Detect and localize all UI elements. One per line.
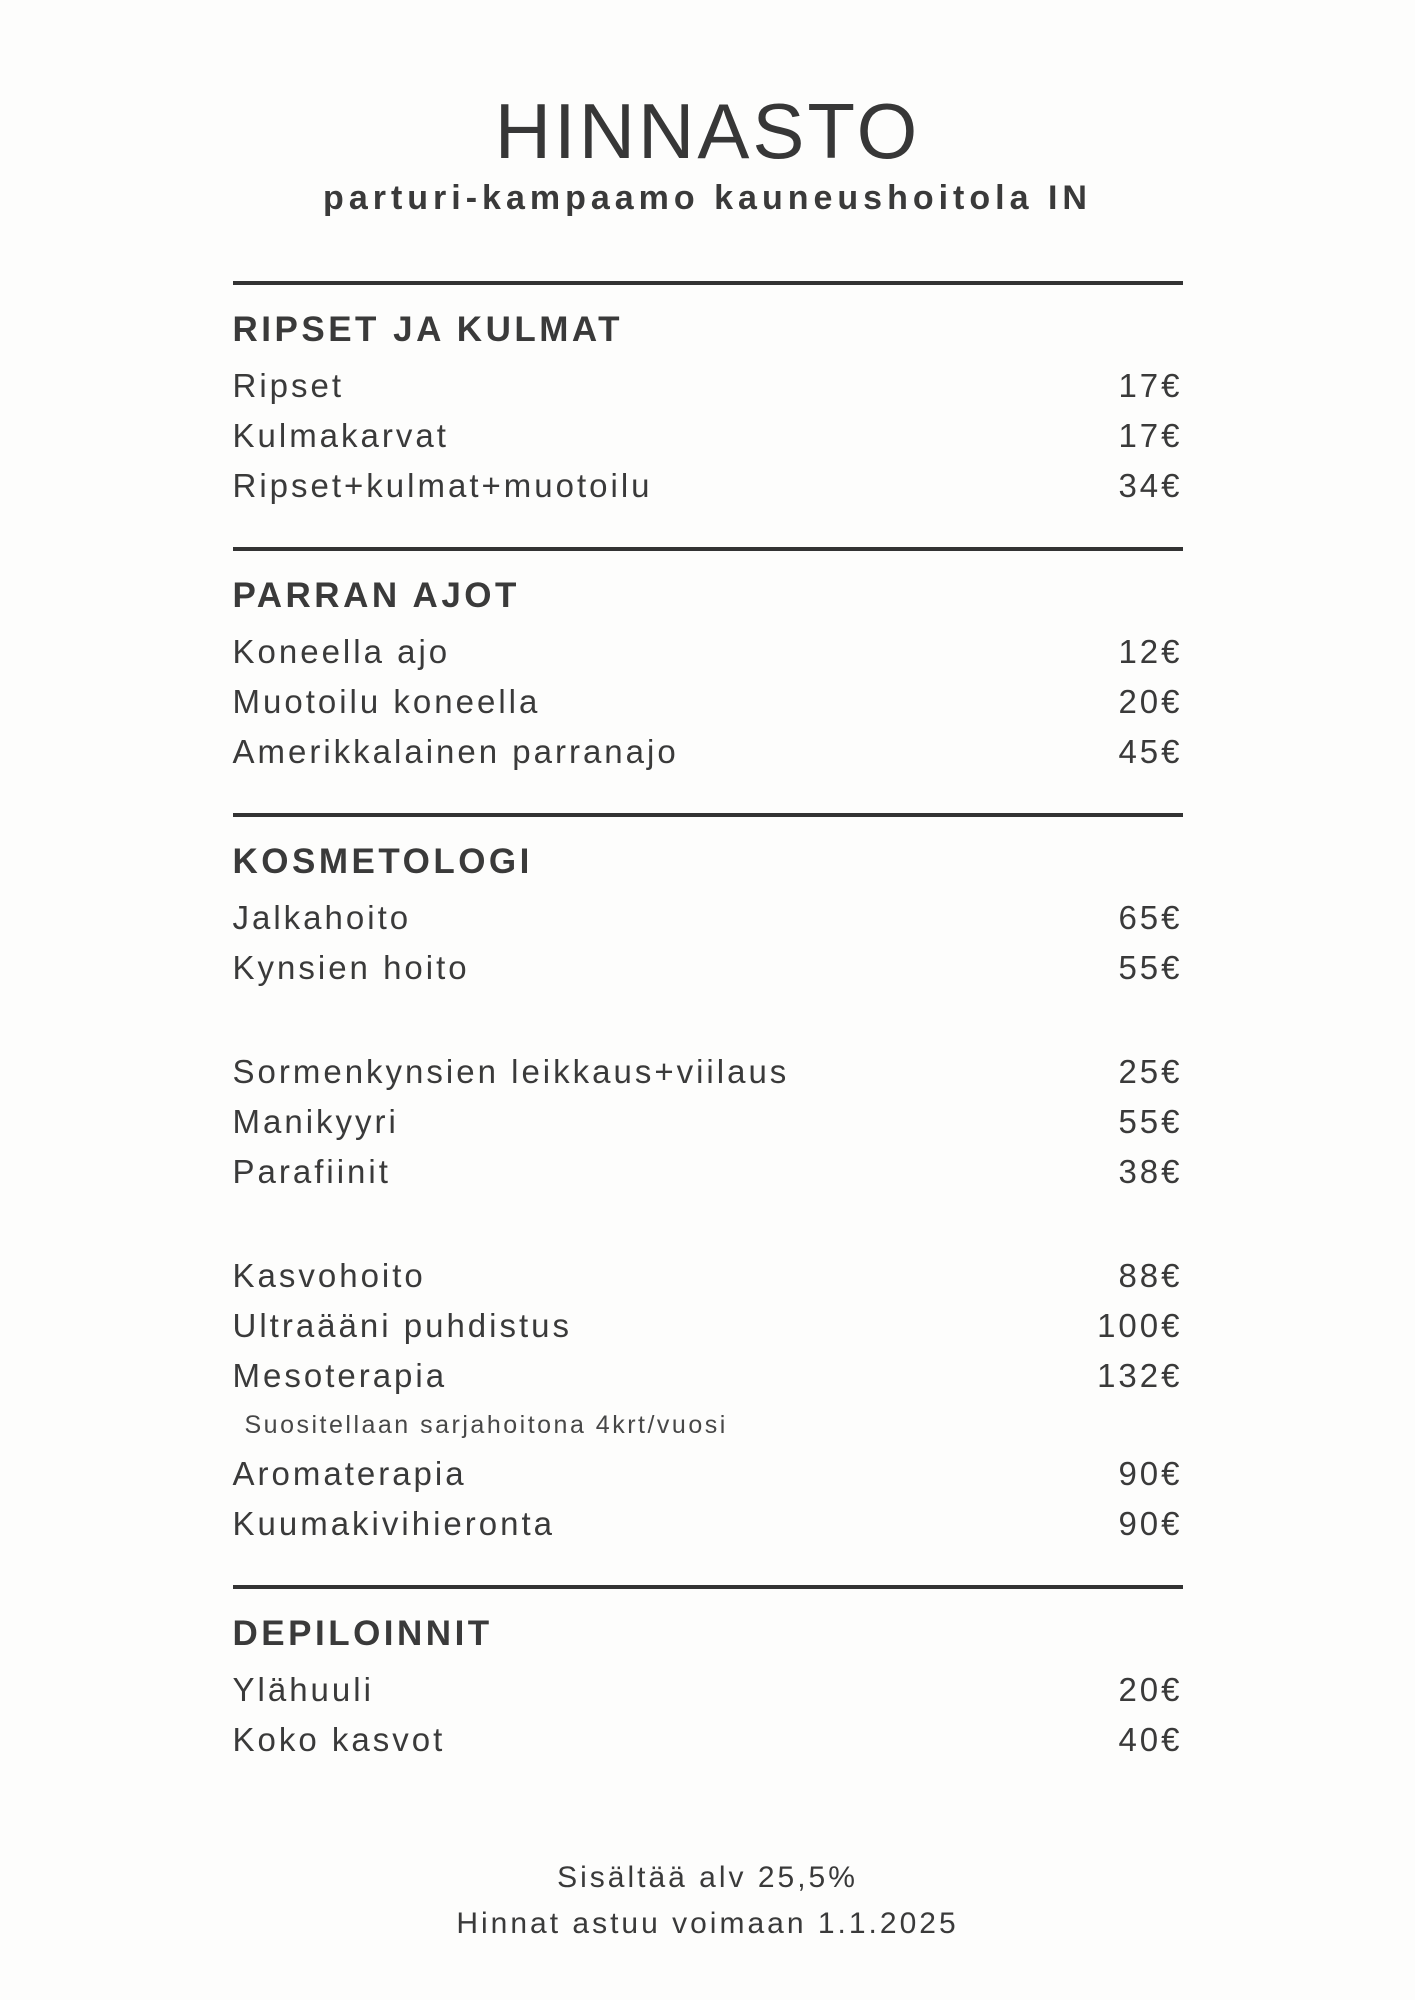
item-name: Sormenkynsien leikkaus+viilaus bbox=[232, 1053, 790, 1090]
section-rows bbox=[233, 1665, 1183, 1765]
item-price: 17€ bbox=[1118, 417, 1183, 454]
item-name: Amerikkalainen parranajo bbox=[232, 733, 679, 770]
section-rows bbox=[233, 361, 1183, 511]
item-price: 132€ bbox=[1097, 1357, 1183, 1394]
price-row bbox=[233, 1147, 1183, 1197]
item-name: Ylähuuli bbox=[232, 1671, 374, 1708]
section-ripset-ja-kulmat bbox=[233, 309, 1183, 511]
item-price: 88€ bbox=[1118, 1257, 1183, 1294]
price-row bbox=[233, 1665, 1183, 1715]
item-price: 90€ bbox=[1118, 1505, 1183, 1542]
item-note: Suositellaan sarjahoitona 4krt/vuosi bbox=[244, 1410, 728, 1439]
item-price: 20€ bbox=[1118, 683, 1183, 720]
price-row bbox=[233, 1097, 1183, 1147]
item-price: 45€ bbox=[1118, 733, 1183, 770]
price-row bbox=[233, 1351, 1183, 1401]
section-title: DEPILOINNIT bbox=[232, 1614, 493, 1653]
vat-note: Sisältää alv 25,5% bbox=[557, 1861, 858, 1894]
price-row bbox=[233, 727, 1183, 777]
item-name: Ripset bbox=[232, 367, 345, 404]
item-name: Kasvohoito bbox=[232, 1257, 426, 1294]
page-footer bbox=[0, 1855, 1415, 1947]
price-row bbox=[233, 461, 1183, 511]
section-depiloinnit bbox=[233, 1613, 1183, 1765]
item-price: 55€ bbox=[1118, 949, 1183, 986]
item-price: 65€ bbox=[1118, 899, 1183, 936]
price-row bbox=[233, 1047, 1183, 1097]
section-rows bbox=[233, 893, 1183, 1549]
section-parran-ajot bbox=[233, 575, 1183, 777]
item-name: Koneella ajo bbox=[232, 633, 451, 670]
section-title: RIPSET JA KULMAT bbox=[232, 310, 623, 349]
price-list bbox=[233, 281, 1183, 1765]
price-row bbox=[233, 411, 1183, 461]
item-name: Muotoilu koneella bbox=[232, 683, 541, 720]
item-name: Ripset+kulmat+muotoilu bbox=[232, 467, 653, 504]
section-divider bbox=[233, 813, 1183, 817]
price-row bbox=[233, 1499, 1183, 1549]
item-price: 55€ bbox=[1118, 1103, 1183, 1140]
page-subtitle: parturi-kampaamo kauneushoitola IN bbox=[323, 179, 1092, 217]
section-divider bbox=[233, 281, 1183, 285]
item-name: Kuumakivihieronta bbox=[232, 1505, 555, 1542]
item-price: 20€ bbox=[1118, 1671, 1183, 1708]
page-title: HINNASTO bbox=[494, 87, 921, 175]
effective-date-note: Hinnat astuu voimaan 1.1.2025 bbox=[456, 1907, 959, 1940]
section-rows bbox=[233, 627, 1183, 777]
section-title: PARRAN AJOT bbox=[232, 576, 520, 615]
price-row bbox=[233, 1715, 1183, 1765]
price-row bbox=[233, 1301, 1183, 1351]
item-name: Kynsien hoito bbox=[232, 949, 470, 986]
item-price: 25€ bbox=[1118, 1053, 1183, 1090]
section-divider bbox=[233, 547, 1183, 551]
price-row bbox=[233, 1449, 1183, 1499]
section-divider bbox=[233, 1585, 1183, 1589]
item-price: 17€ bbox=[1118, 367, 1183, 404]
item-price: 38€ bbox=[1118, 1153, 1183, 1190]
price-row bbox=[233, 893, 1183, 943]
item-name: Parafiinit bbox=[232, 1153, 391, 1190]
item-price: 40€ bbox=[1118, 1721, 1183, 1758]
item-name: Kulmakarvat bbox=[232, 417, 449, 454]
section-title: KOSMETOLOGI bbox=[232, 842, 533, 881]
item-name: Ultraääni puhdistus bbox=[232, 1307, 572, 1344]
item-name: Aromaterapia bbox=[232, 1455, 467, 1492]
item-name: Jalkahoito bbox=[232, 899, 412, 936]
price-row bbox=[233, 943, 1183, 993]
item-price: 34€ bbox=[1118, 467, 1183, 504]
item-name: Manikyyri bbox=[232, 1103, 399, 1140]
price-row bbox=[233, 1251, 1183, 1301]
item-price: 100€ bbox=[1097, 1307, 1183, 1344]
item-price: 12€ bbox=[1118, 633, 1183, 670]
item-name: Koko kasvot bbox=[232, 1721, 446, 1758]
item-price: 90€ bbox=[1118, 1455, 1183, 1492]
price-row bbox=[233, 627, 1183, 677]
price-row bbox=[233, 677, 1183, 727]
section-kosmetologi bbox=[233, 841, 1183, 1549]
item-name: Mesoterapia bbox=[232, 1357, 448, 1394]
page-header bbox=[0, 0, 1415, 219]
price-row bbox=[233, 361, 1183, 411]
